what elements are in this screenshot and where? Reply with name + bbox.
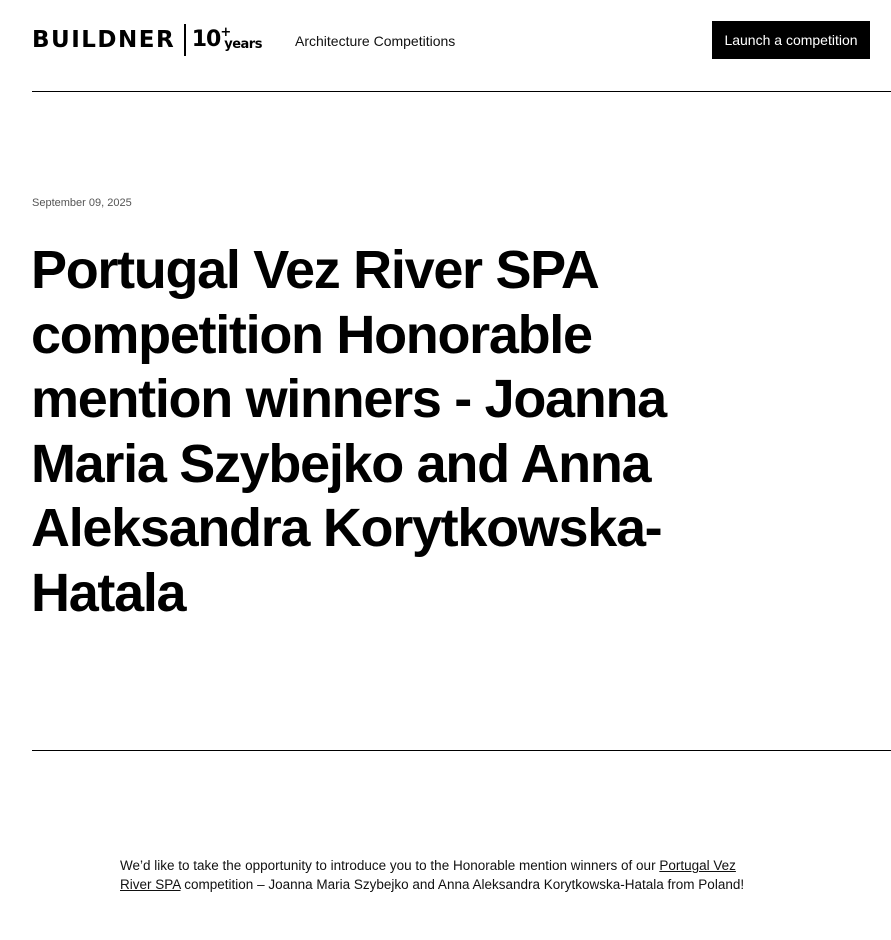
logo-badge-number: 10	[191, 27, 221, 52]
article-title: Portugal Vez River SPA competition Honorable mention winners - Joanna Maria Szybejko and Anna Aleksandra Korytkowska-Hatala	[31, 240, 666, 623]
nav-link-architecture-competitions[interactable]: Architecture Competitions	[295, 33, 456, 49]
header-divider	[32, 91, 891, 92]
competition-link[interactable]: Portugal Vez River SPA	[120, 858, 736, 892]
logo-badge-years: years	[224, 36, 262, 52]
logo-divider	[184, 24, 186, 56]
intro-text-before: We’d like to take the opportunity to introduce you to the Honorable mention winners of our	[120, 858, 660, 873]
article-date: September 09, 2025	[32, 197, 132, 209]
launch-competition-button[interactable]: Launch a competition	[712, 21, 870, 59]
buildner-logo[interactable]	[32, 24, 262, 56]
logo-wordmark: BUILDNER	[32, 27, 176, 53]
site-header	[0, 0, 891, 92]
logo-badge-plus: +	[220, 24, 232, 40]
title-divider	[32, 750, 891, 751]
article-intro	[120, 856, 760, 894]
intro-text-after: competition – Joanna Maria Szybejko and Anna Aleksandra Korytkowska-Hatala from Poland!	[180, 877, 745, 892]
